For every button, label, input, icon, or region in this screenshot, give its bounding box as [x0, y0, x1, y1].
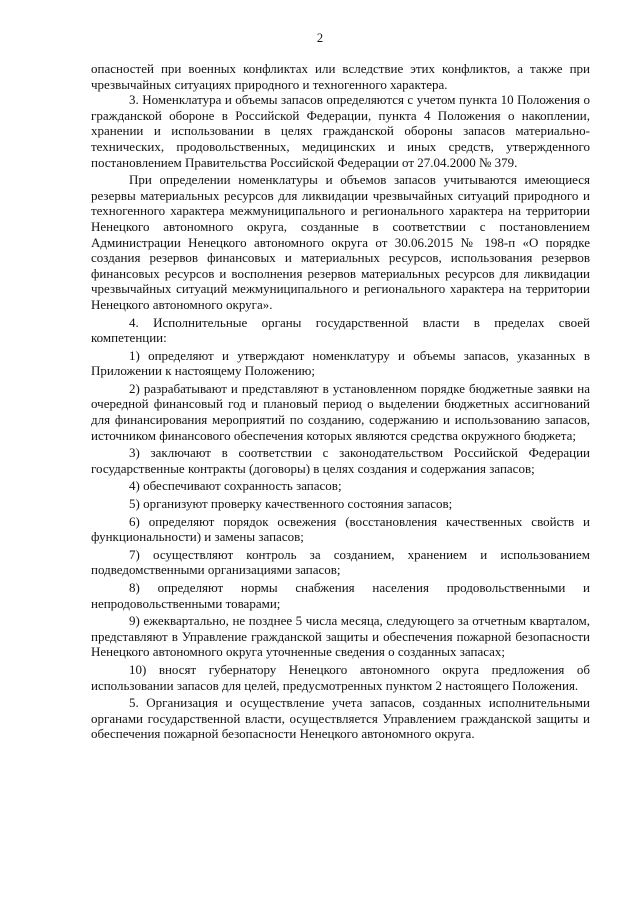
list-item-1: 1) определяют и утверждают номенклатуру и объемы запасов, указанных в Приложении к настоящему Положению; [91, 347, 590, 379]
page-number: 2 [316, 31, 324, 45]
paragraph-continuation: опасностей при военных конфликтах или вследствие этих конфликтов, а также при чрезвычайных ситуациях природного и техногенного характера. [91, 61, 590, 92]
list-item-6: 6) определяют порядок освежения (восстановления качественных свойств и функциональности) и замены запасов; [91, 513, 590, 545]
list-item-5: 5) организуют проверку качественного состояния запасов; [129, 496, 453, 512]
list-item-3: 3) заключают в соответствии с законодательством Российской Федерации государственные контракты (договоры) в целях создания и содержания запасов; [91, 445, 590, 476]
list-item-9: 9) ежеквартально, не позднее 5 числа месяца, следующего за отчетным кварталом, представляют в Управление гражданской защиты и обеспечения пожарной безопасности Ненецкого автономного округа уточненные сведения о созданных запасах; [91, 613, 590, 660]
list-item-7: 7) осуществляют контроль за созданием, хранением и использованием подведомственными организациями запасов; [91, 546, 590, 578]
list-item-8: 8) определяют нормы снабжения населения продовольственными и непродовольственными товарами; [91, 580, 590, 611]
paragraph-item-4: 4. Исполнительные органы государственной власти в пределах своей компетенции: [91, 314, 590, 346]
list-item-10: 10) вносят губернатору Ненецкого автономного округа предложения об использовании запасов для целей, предусмотренных пунктом 2 настоящего Положения. [91, 661, 590, 693]
paragraph-item-3: 3. Номенклатура и объемы запасов определяются с учетом пункта 10 Положения о гражданской обороне в Российской Федерации, пункта 4 Положения о накоплении, хранении и использовании в целях гражданской обороны запасов материально-технических, продовольственных, медицинских и иных средств, утвержденного постановлением Правительства Российской Федерации от 27.04.2000 № 379. [91, 92, 590, 170]
paragraph-reserves: При определении номенклатуры и объемов запасов учитываются имеющиеся резервы материальных ресурсов для ликвидации чрезвычайных ситуаций природного и техногенного характера межмуниципального и регионального характера на территории Ненецкого автономного округа, созданные в соответствии с постановлением Администрации Ненецкого автономного округа от 30.06.2015 № 198-п «О порядке создания резервов финансовых и материальных ресурсов, использования резервов финансовых ресурсов и восполнения резервов материальных ресурсов для ликвидации чрезвычайных ситуаций межмуниципального и регионального характера на территории Ненецкого автономного округа». [91, 172, 590, 312]
paragraph-item-5: 5. Организация и осуществление учета запасов, созданных исполнительными органами государственной власти, осуществляется Управлением гражданской защиты и обеспечения пожарной безопасности Ненецкого автономного округа. [91, 695, 590, 742]
document-body [91, 61, 590, 742]
list-item-2: 2) разрабатывают и представляют в установленном порядке бюджетные заявки на очередной финансовый год и плановый период о выделении бюджетных ассигнований для финансирования мероприятий по созданию, содержанию и использованию запасов, источником финансового обеспечения которых являются средства окружного бюджета; [91, 380, 590, 443]
list-item-4: 4) обеспечивают сохранность запасов; [129, 478, 342, 494]
